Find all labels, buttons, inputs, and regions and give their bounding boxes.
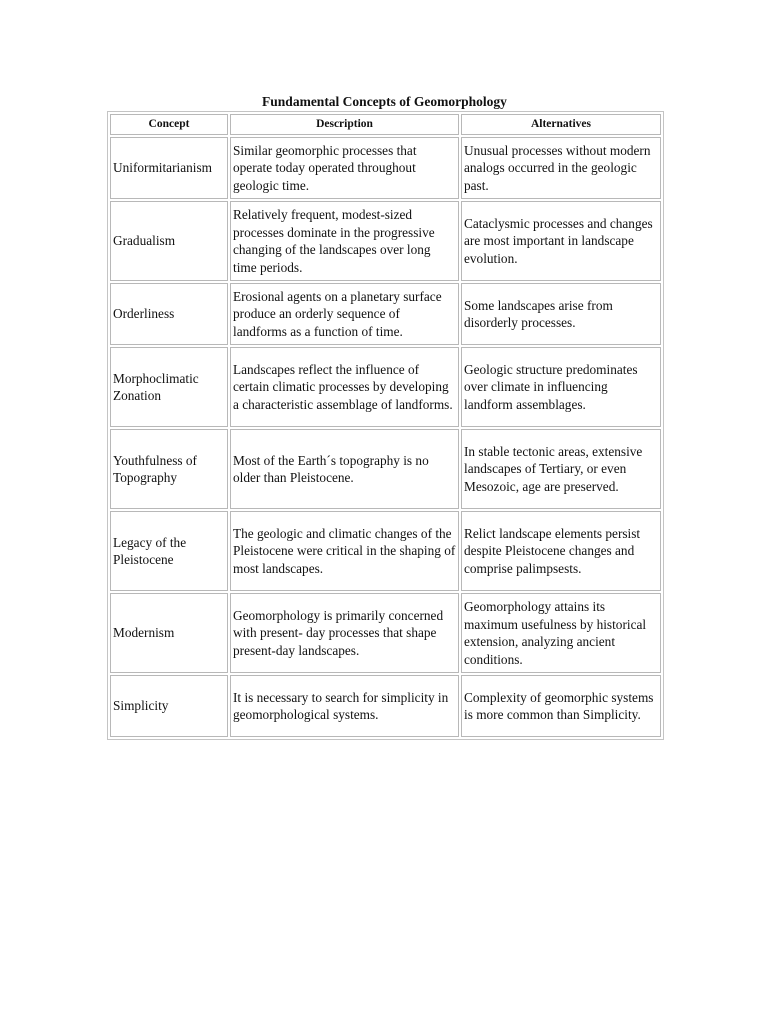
alternatives-cell: Some landscapes arise from disorderly processes. <box>461 283 661 345</box>
concept-cell: Uniformitarianism <box>110 137 228 199</box>
alternatives-cell: Cataclysmic processes and changes are most important in landscape evolution. <box>461 201 661 281</box>
description-cell: Landscapes reflect the influence of certain climatic processes by developing a characteristic assemblage of landforms. <box>230 347 459 427</box>
concepts-table <box>107 111 664 740</box>
concept-cell: Modernism <box>110 593 228 673</box>
description-cell: Geomorphology is primarily concerned with present- day processes that shape present-day landscapes. <box>230 593 459 673</box>
table-row <box>110 347 661 427</box>
page-title: Fundamental Concepts of Geomorphology <box>262 94 507 109</box>
concept-cell: Gradualism <box>110 201 228 281</box>
alternatives-cell: Complexity of geomorphic systems is more common than Simplicity. <box>461 675 661 737</box>
table-row <box>110 201 661 281</box>
header-alternatives: Alternatives <box>461 114 661 135</box>
description-cell: Most of the Earth´s topography is no older than Pleistocene. <box>230 429 459 509</box>
alternatives-cell: Relict landscape elements persist despite Pleistocene changes and comprise palimpsests. <box>461 511 661 591</box>
description-cell: It is necessary to search for simplicity in geomorphological systems. <box>230 675 459 737</box>
table-row <box>110 429 661 509</box>
table-row <box>110 511 661 591</box>
concept-cell: Morphoclimatic Zonation <box>110 347 228 427</box>
concept-cell: Youthfulness of Topography <box>110 429 228 509</box>
description-cell: Relatively frequent, modest-sized processes dominate in the progressive changing of the landscapes over long time periods. <box>230 201 459 281</box>
header-description: Description <box>230 114 459 135</box>
alternatives-cell: Unusual processes without modern analogs occurred in the geologic past. <box>461 137 661 199</box>
table-header-row <box>110 114 661 135</box>
alternatives-cell: Geologic structure predominates over climate in influencing landform assemblages. <box>461 347 661 427</box>
table-row <box>110 283 661 345</box>
concept-cell: Legacy of the Pleistocene <box>110 511 228 591</box>
table-row <box>110 675 661 737</box>
alternatives-cell: In stable tectonic areas, extensive landscapes of Tertiary, or even Mesozoic, age are preserved. <box>461 429 661 509</box>
description-cell: The geologic and climatic changes of the Pleistocene were critical in the shaping of most landscapes. <box>230 511 459 591</box>
concept-cell: Simplicity <box>110 675 228 737</box>
table-row <box>110 137 661 199</box>
description-cell: Erosional agents on a planetary surface produce an orderly sequence of landforms as a function of time. <box>230 283 459 345</box>
header-concept: Concept <box>110 114 228 135</box>
description-cell: Similar geomorphic processes that operate today operated throughout geologic time. <box>230 137 459 199</box>
alternatives-cell: Geomorphology attains its maximum usefulness by historical extension, analyzing ancient conditions. <box>461 593 661 673</box>
table-row <box>110 593 661 673</box>
concept-cell: Orderliness <box>110 283 228 345</box>
